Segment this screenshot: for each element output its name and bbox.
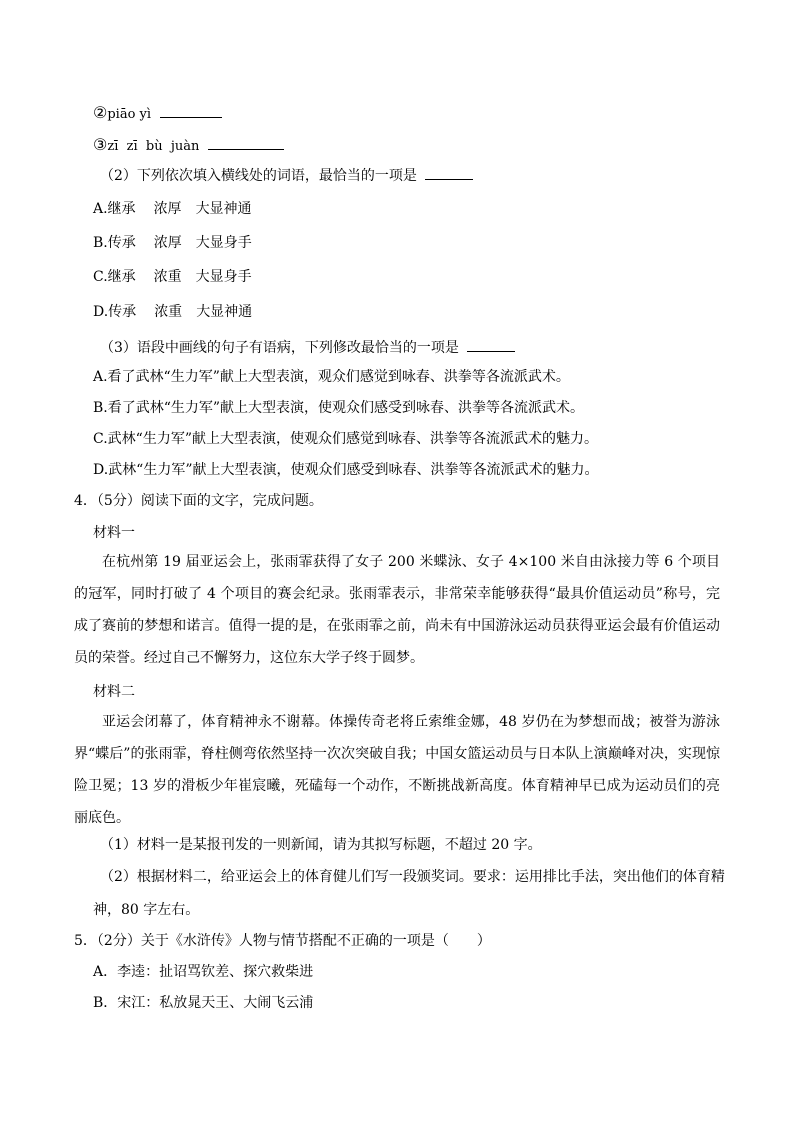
question-header: 5．（2分）关于《水浒传》人物与情节搭配不正确的一项是（ ） (74, 933, 491, 949)
option-b[interactable] (93, 233, 252, 253)
sub-question-2: （2）根据材料二，给亚运会上的体育健儿们写一段颁奖词。要求：运用排比手法，突出他们的体育精 (100, 869, 725, 885)
option-c[interactable] (93, 267, 252, 287)
option-text: B.看了武林“生力军”献上大型表演，使观众们感受到咏春、洪拳等各流派武术。 (93, 400, 585, 416)
prompt-text: （3）语段中画线的句子有语病，下列修改最恰当的一项是 (100, 340, 459, 356)
option-d[interactable] (93, 302, 252, 322)
item-marker: ③ (93, 135, 108, 154)
option-word: 大显神通 (196, 304, 253, 320)
option-text: A.看了武林“生力军”献上大型表演，观众们感觉到咏春、洪拳等各流派武术。 (93, 369, 570, 385)
answer-blank[interactable] (467, 337, 515, 352)
option-word: 大显身手 (195, 269, 252, 285)
option-d[interactable] (93, 460, 599, 480)
material-title: 材料一 (93, 525, 135, 541)
option-label: A.继承 (93, 201, 136, 217)
question-prompt (100, 165, 473, 186)
option-text: C.武林“生力军”献上大型表演，使观众们感觉到咏春、洪拳等各流派武术的魅力。 (93, 431, 598, 447)
pinyin-item-3 (93, 135, 284, 157)
option-word: 浓厚 (153, 201, 182, 217)
option-c[interactable] (93, 429, 598, 449)
material-text: 在杭州第 19 届亚运会上，张雨霏获得了女子 200 米蝶泳、女子 4×100 米自由泳接力等 6 个项目的冠军，同时打破了 4 个项目的赛会纪录。张雨霏表示，非常荣幸能够获得“最具价值运动员”称号，完成了赛前的梦想和诺言。值得一提的是，在张雨霏之前，尚未有中国游泳运动员获得亚运会最有价值运动员的荣誉。经过自己不懈努力，这位东大学子终于圆梦。 (74, 554, 720, 666)
item-marker: ② (93, 103, 108, 122)
pinyin-item-2 (93, 103, 222, 125)
answer-blank[interactable] (160, 103, 222, 118)
option-text: D.武林“生力军”献上大型表演，使观众们感受到咏春、洪拳等各流派武术的魅力。 (93, 462, 599, 478)
material-text: 亚运会闭幕了，体育精神永不谢幕。体操传奇老将丘索维金娜，48 岁仍在为梦想而战；被誉为游泳界“蝶后”的张雨霏，脊柱侧弯依然坚持一次次突破自我；中国女篮运动员与日本队上演巅峰对决，实现惊险卫冕；13 岁的滑板少年崔宸曦，死磕每一个动作，不断挑战新高度。体育精神早已成为运动员们的亮丽底色。 (74, 714, 720, 826)
option-word: 浓重 (153, 269, 182, 285)
option-word: 浓厚 (153, 235, 182, 251)
sub-question-1: （1）材料一是某报刊发的一则新闻，请为其拟写标题，不超过 20 字。 (100, 837, 542, 853)
option-word: 大显身手 (195, 235, 252, 251)
answer-blank[interactable] (425, 165, 473, 180)
option-word: 浓重 (154, 304, 183, 320)
option-label: C.继承 (93, 269, 136, 285)
option-word: 大显神通 (195, 201, 252, 217)
sub-question-2-cont: 神，80 字左右。 (93, 902, 200, 918)
pinyin-text: zī zī bù juàn (107, 139, 200, 154)
material-title: 材料二 (93, 684, 135, 700)
option-label: B.传承 (93, 235, 136, 251)
pinyin-text: piāo yì (107, 107, 152, 122)
question-header: 4．（5分）阅读下面的文字，完成问题。 (74, 493, 323, 509)
option-b[interactable]: B．宋江：私放晁天王、大闹飞云浦 (93, 995, 314, 1011)
option-a[interactable] (93, 367, 570, 387)
option-b[interactable] (93, 398, 584, 418)
option-label: D.传承 (93, 304, 137, 320)
option-a[interactable]: A．李逵：扯诏骂钦差、探穴救柴进 (93, 964, 314, 980)
answer-blank[interactable] (208, 135, 284, 150)
prompt-text: （2）下列依次填入横线处的词语，最恰当的一项是 (100, 168, 417, 184)
question-prompt (100, 337, 515, 358)
option-a[interactable] (93, 199, 252, 219)
